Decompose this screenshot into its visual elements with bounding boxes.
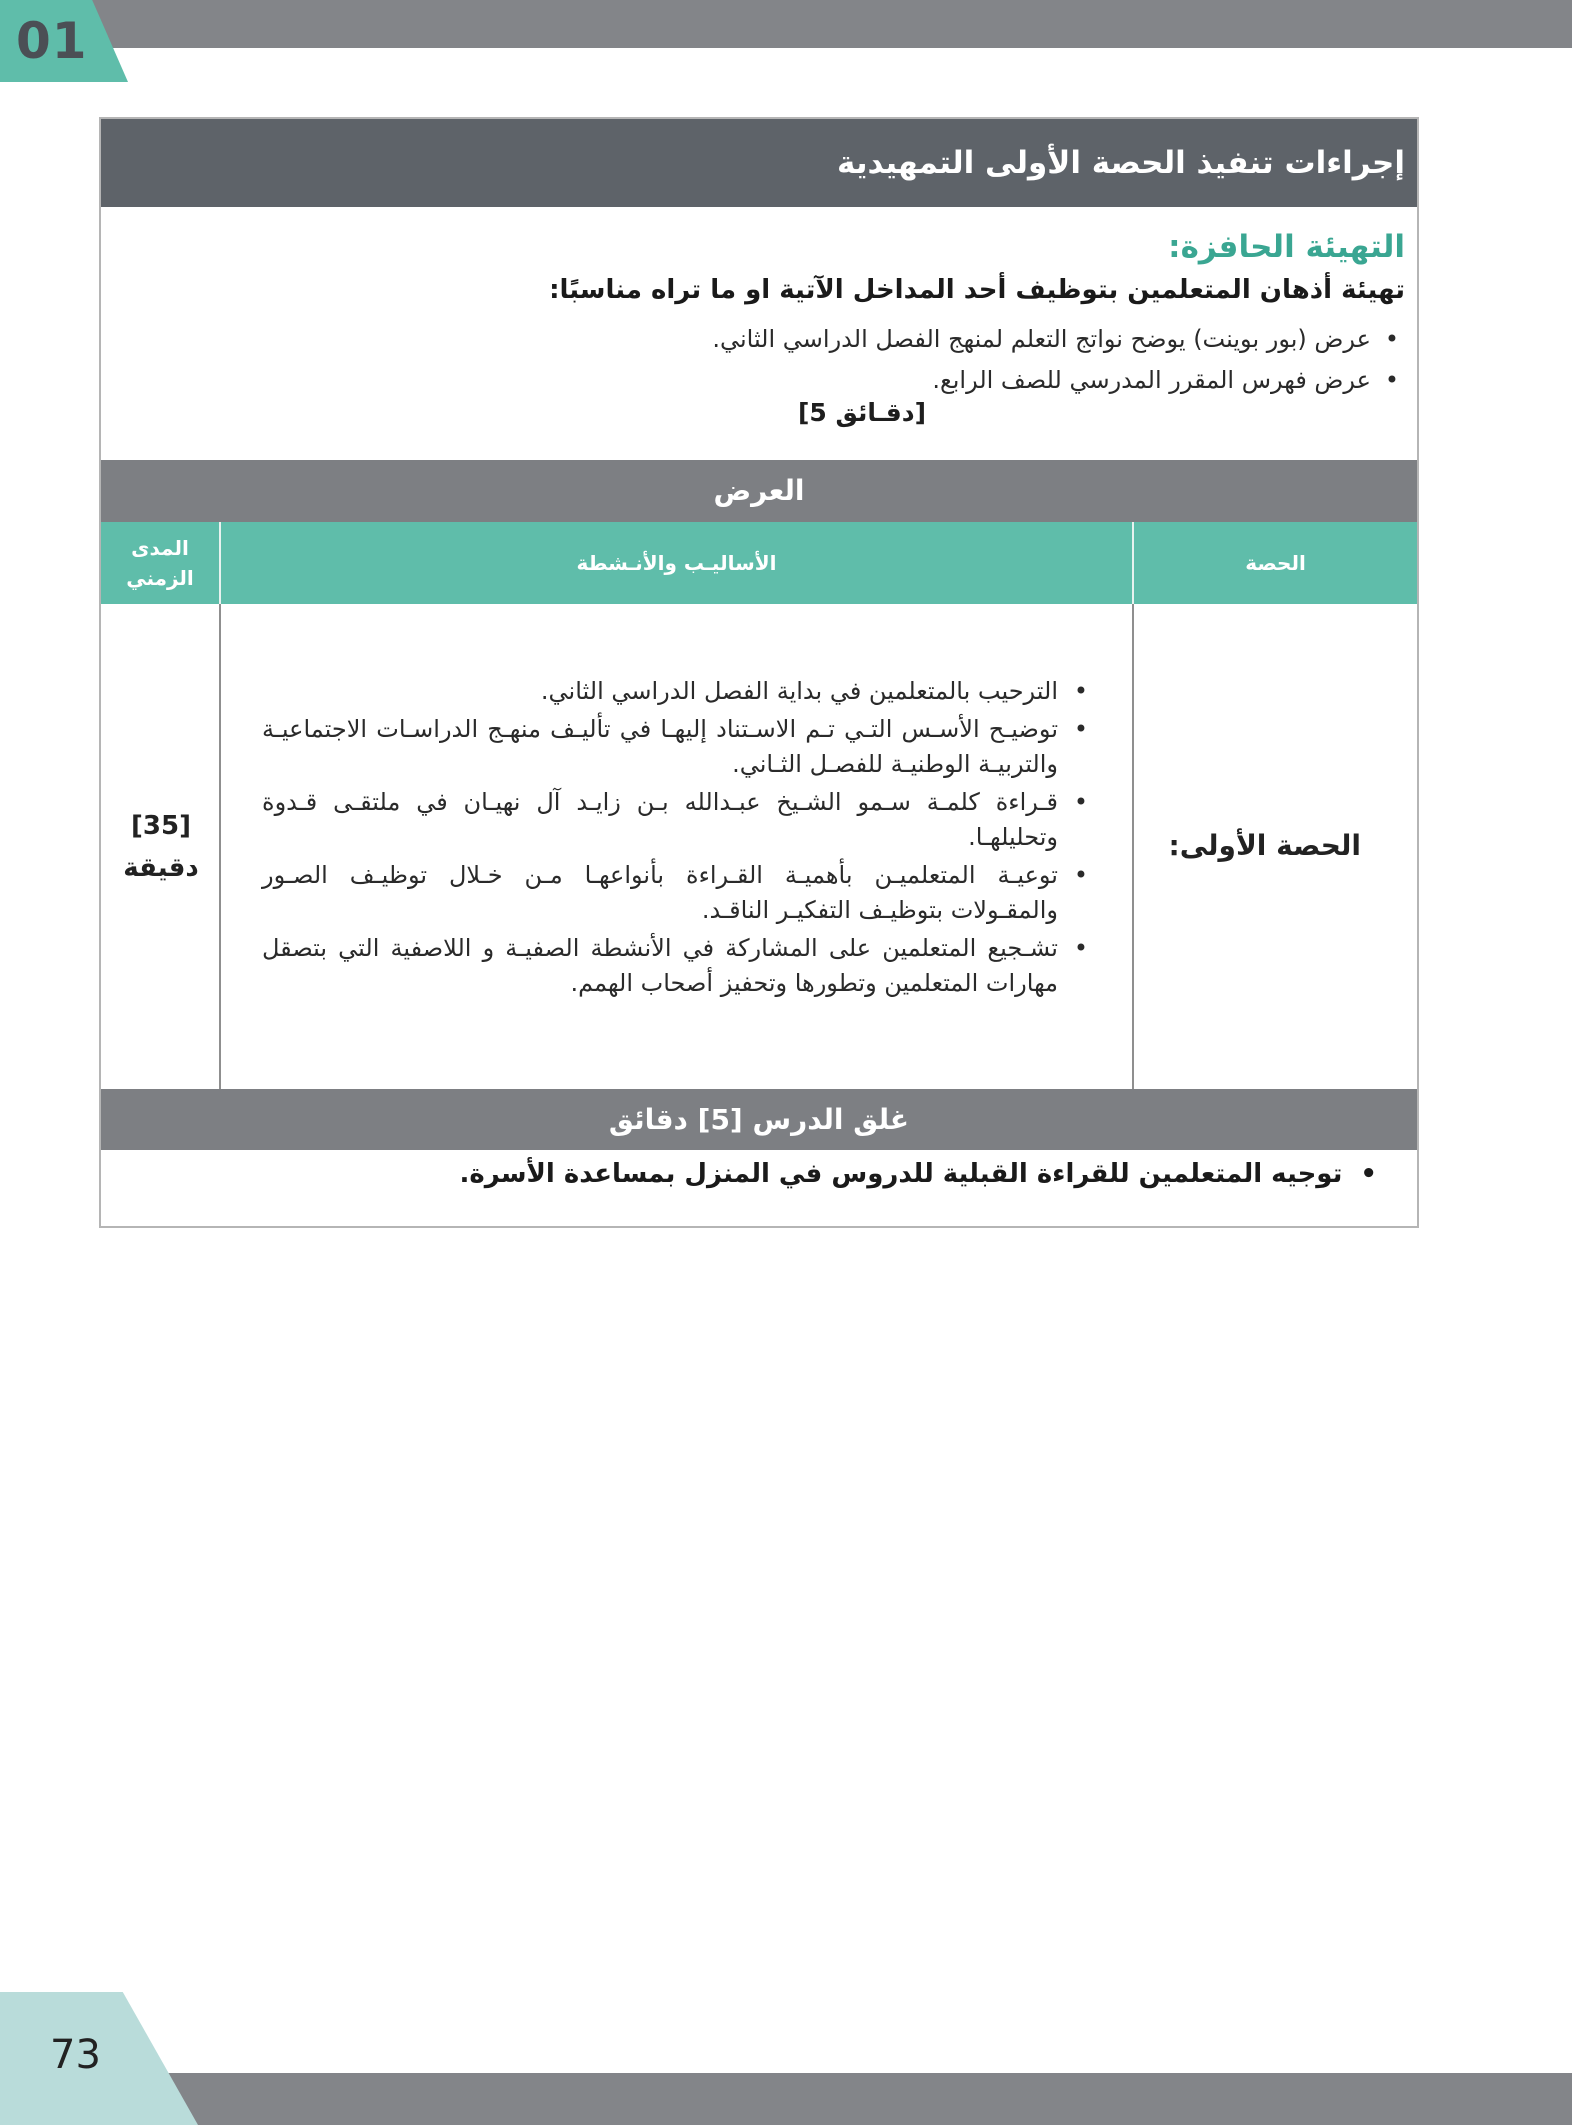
list-item [712,319,1405,360]
column-header-activities: الأساليـب والأنـشطة [221,522,1134,604]
bullet-icon: • [1360,1159,1377,1189]
page-number: 73 [50,2032,101,2078]
list-item [712,360,1405,401]
bullet-icon: • [1384,366,1399,394]
chapter-number: 01 [16,12,88,70]
session-label: الحصة الأولى: [1168,829,1361,862]
bullet-icon: • [1073,677,1088,705]
list-item [262,858,1092,928]
list-item-text: توعيـة المتعلميـن بأهميـة القـراءة بأنواعهـا مـن خـلال توظيـف الصـور والمقـولات بتوظيـف التفكيـر الناقـد. [262,861,1058,924]
list-item-text: الترحيب بالمتعلمين في بداية الفصل الدراسي الثاني. [540,677,1058,705]
presentation-heading: العرض [101,460,1417,522]
list-item [262,931,1092,1001]
bullet-icon: • [1073,788,1088,816]
activities-cell [221,604,1134,1089]
activities-list [262,674,1092,1004]
lesson-title: إجراءات تنفيذ الحصة الأولى التمهيدية [101,119,1417,207]
warmup-duration: [5 دقـائق] [797,398,926,427]
bullet-icon: • [1073,715,1088,743]
column-header-session: الحصة [1134,522,1417,604]
duration-unit: دقيقة [123,853,199,883]
bottom-bar [0,2073,1572,2125]
list-item-text: تشـجيع المتعلمين على المشاركة في الأنشطة الصفيـة و اللاصفية التي بتصقل مهارات المتعلمين وتطورها وتحفيز أصحاب الهمم. [262,934,1058,997]
list-item-text: عرض فهرس المقرر المدرسي للصف الرابع. [932,366,1371,394]
warmup-lead: تهيئة أذهان المتعلمين بتوظيف أحد المداخل الآتية او ما تراه مناسبًا: [549,275,1405,305]
warmup-section [101,207,1417,460]
bullet-icon: • [1384,325,1399,353]
list-item [460,1159,1377,1189]
warmup-heading: التهيئة الحافزة: [1168,229,1405,265]
duration-value [101,805,221,889]
list-item [262,785,1092,855]
column-header-duration [101,522,221,604]
list-item [262,674,1092,709]
top-bar [0,0,1572,48]
list-item-text: توجيه المتعلمين للقراءة القبلية للدروس في المنزل بمساعدة الأسرة. [459,1159,1343,1189]
lesson-table [99,117,1419,1228]
bullet-icon: • [1073,861,1088,889]
bullet-icon: • [1073,934,1088,962]
duration-number: [35] [131,811,191,841]
list-item-text: قـراءة كلمـة سـمو الشـيخ عبـدالله بـن زايـد آل نهيـان في ملتقـى قـدوة وتحليلهـا. [262,788,1058,851]
column-header-duration-line1: المدى [131,536,189,560]
closing-heading: غلق الدرس [5] دقائق [101,1089,1417,1150]
list-item-text: عرض (بور بوينت) يوضح نواتج التعلم لمنهج الفصل الدراسي الثاني. [712,325,1371,353]
list-item [262,712,1092,782]
duration-cell [101,604,221,1089]
list-item-text: توضيـح الأسـس التـي تـم الاسـتناد إليهـا في تأليـف منهـج الدراسـات الاجتماعيـة والتربيـة الوطنيـة للفصـل الثـاني. [262,715,1058,778]
warmup-list [712,319,1405,401]
column-header-duration-line2: الزمني [126,566,194,590]
session-cell [1134,604,1417,1089]
